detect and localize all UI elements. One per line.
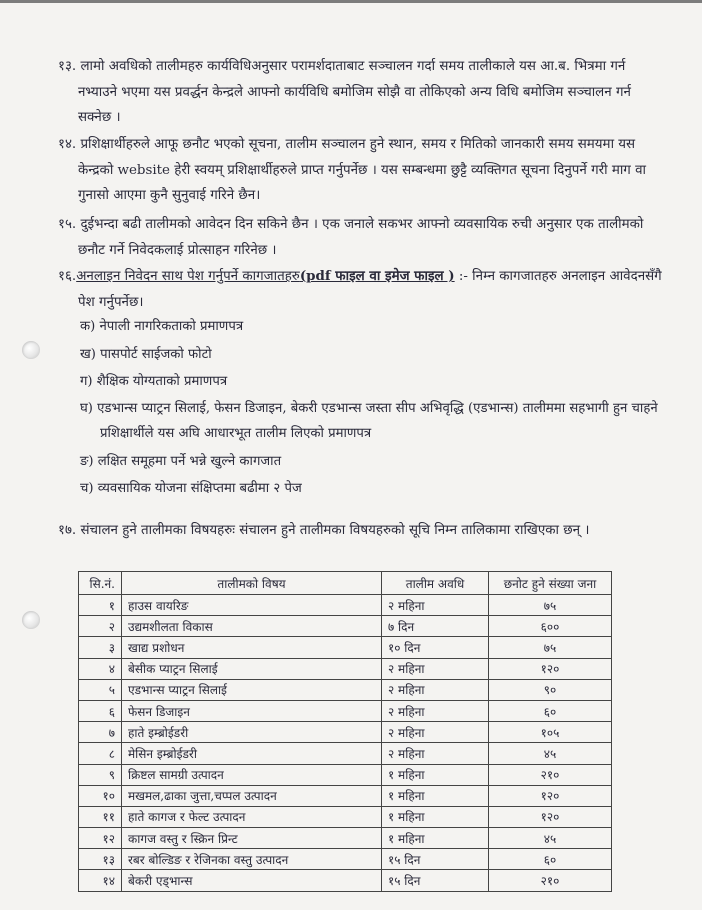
header-count: छनोट हुने संख्या जना	[489, 572, 612, 595]
clause-16-number: १६.	[58, 269, 77, 284]
cell-count: १२०	[489, 806, 612, 827]
cell-subject: हाते कागज र फेल्ट उत्पादन	[122, 806, 382, 827]
cell-sn: ४	[79, 658, 122, 679]
cell-duration: ७ दिन	[382, 616, 489, 637]
cell-duration: २ महिना	[382, 679, 489, 700]
cell-subject: हाउस वायरिङ	[122, 595, 382, 616]
clause-14: १४. प्रशिक्षार्थीहरुले आफू छनौट भएको सूचना, तालीम सञ्चालन हुने स्थान, समय र मितिको जानकारी समय समयमा यस केन्द्रको website हेरी स्वयम् प्रशिक्षार्थीहरुले प्राप्त गर्नुपर्नेछ । यस सम्बन्धमा छुट्टै व्यक्तिगत सूचना दिनुपर्ने गरी माग वा गुनासो आएमा कुनै सुनुवाई गरिने छैन।	[58, 137, 647, 203]
cell-sn: ७	[79, 722, 122, 743]
clause-16	[58, 264, 668, 315]
cell-sn: ३	[79, 637, 122, 658]
doc-item: ङ) लक्षित समूहमा पर्ने भन्ने खुल्ने कागजात	[80, 454, 282, 469]
cell-duration: २ महिना	[382, 595, 489, 616]
table-row	[79, 679, 612, 700]
cell-subject: मेसिन इम्ब्रोईडरी	[122, 743, 382, 764]
table-row	[79, 870, 612, 891]
header-duration: तालीम अवधि	[382, 572, 489, 595]
cell-count: ७५	[489, 595, 612, 616]
clause-16-heading: अनलाइन निवेदन साथ पेश गर्नुपर्ने कागजातहरु	[76, 269, 300, 284]
cell-duration: २ महिना	[382, 722, 489, 743]
cell-count: ४५	[489, 743, 612, 764]
table-header-row	[79, 572, 612, 595]
punch-hole	[22, 341, 40, 359]
table-row	[79, 700, 612, 721]
clause-16-heading-note: (pdf फाइल वा इमेज फाइल )	[299, 268, 455, 284]
cell-sn: ६	[79, 700, 122, 721]
doc-item: घ) एडभान्स प्याट्रन सिलाई, फेसन डिजाइन, बेकरी एडभान्स जस्ता सीप अभिवृद्धि (एडभान्स) तालीममा सहभागी हुन चाहने प्रशिक्षार्थीले यस अघि आधारभूत तालीम लिएको प्रमाणपत्र	[80, 401, 658, 441]
cell-duration: २ महिना	[382, 658, 489, 679]
cell-sn: ८	[79, 743, 122, 764]
cell-subject: मखमल,ढाका जुत्ता,चप्पल उत्पादन	[122, 785, 382, 806]
table-row	[79, 764, 612, 785]
cell-subject: क्रिष्टल सामग्री उत्पादन	[122, 764, 382, 785]
cell-duration: २ महिना	[382, 700, 489, 721]
header-sn: सि.नं.	[79, 572, 122, 595]
cell-duration: १ महिना	[382, 764, 489, 785]
doc-item: क) नेपाली नागरिकताको प्रमाणपत्र	[80, 319, 244, 334]
cell-duration: १ महिना	[382, 806, 489, 827]
cell-count: ९०	[489, 679, 612, 700]
cell-sn: ११	[79, 806, 122, 827]
cell-subject: रबर बोल्डिङ र रेजिनका वस्तु उत्पादन	[122, 849, 382, 870]
cell-count: १२०	[489, 785, 612, 806]
cell-duration: १५ दिन	[382, 870, 489, 891]
cell-count: १२०	[489, 658, 612, 679]
training-table	[78, 571, 612, 892]
cell-sn: १०	[79, 785, 122, 806]
cell-count: ६००	[489, 616, 612, 637]
cell-duration: १५ दिन	[382, 849, 489, 870]
header-subject: तालीमको विषय	[122, 572, 382, 595]
cell-count: ६०	[489, 700, 612, 721]
cell-duration: १ महिना	[382, 828, 489, 849]
table-row	[79, 616, 612, 637]
table-row	[79, 722, 612, 743]
doc-item: च) व्यवसायिक योजना संक्षिप्तमा बढीमा २ पेज	[80, 481, 302, 496]
cell-count: ७५	[489, 637, 612, 658]
cell-sn: १	[79, 595, 122, 616]
cell-count: २१०	[489, 870, 612, 891]
table-row	[79, 806, 612, 827]
table-row	[79, 828, 612, 849]
cell-subject: फेसन डिजाइन	[122, 700, 382, 721]
clause-17: १७. संचालन हुने तालीमका विषयहरुः संचालन हुने तालीमका विषयहरुको सूचि निम्न तालिकामा राखिएका छन् ।	[58, 523, 590, 538]
cell-subject: हाते इम्ब्रोईडरी	[122, 722, 382, 743]
cell-sn: १४	[79, 870, 122, 891]
punch-hole	[22, 611, 40, 629]
cell-count: २१०	[489, 764, 612, 785]
cell-duration: २ महिना	[382, 743, 489, 764]
doc-item: ख) पासपोर्ट साईजको फोटो	[80, 347, 212, 362]
cell-count: ६०	[489, 849, 612, 870]
cell-sn: १३	[79, 849, 122, 870]
cell-count: ४५	[489, 828, 612, 849]
clause-16-tail: :- निम्न कागजातहरु अनलाइन आवेदनसँगै पेश गर्नुपर्नेछ।	[78, 269, 662, 310]
scan-top-edge	[0, 0, 702, 3]
clause-13: १३. लामो अवधिको तालीमहरु कार्यविधिअनुसार परामर्शदाताबाट सञ्चालन गर्दा समय तालीकाले यस आ.ब. भित्रमा गर्न नभ्याउने भएमा यस प्रवर्द्धन केन्द्रले आफ्नो कार्यविधि बमोजिम सोझै वा तोकिएको अन्य विधि बमोजिम सञ्चालन गर्न सक्नेछ ।	[58, 59, 631, 125]
cell-sn: २	[79, 616, 122, 637]
table-row	[79, 785, 612, 806]
clause-15: १५. दुईभन्दा बढी तालीमको आवेदन दिन सकिने छैन । एक जनाले सकभर आफ्नो व्यवसायिक रुची अनुसार एक तालीमको छनौट गर्ने निवेदकलाई प्रोत्साहन गरिनेछ ।	[58, 217, 644, 258]
cell-duration: १० दिन	[382, 637, 489, 658]
cell-duration: १ महिना	[382, 785, 489, 806]
cell-subject: एडभान्स प्याट्रन सिलाई	[122, 679, 382, 700]
cell-subject: बेकरी एड्भान्स	[122, 870, 382, 891]
cell-sn: १२	[79, 828, 122, 849]
cell-subject: उद्यमशीलता विकास	[122, 616, 382, 637]
doc-item: ग) शैक्षिक योग्यताको प्रमाणपत्र	[80, 374, 228, 389]
cell-sn: ५	[79, 679, 122, 700]
table-row	[79, 595, 612, 616]
cell-count: १०५	[489, 722, 612, 743]
table-row	[79, 743, 612, 764]
cell-subject: बेसीक प्याट्रन सिलाई	[122, 658, 382, 679]
table-row	[79, 637, 612, 658]
table-row	[79, 849, 612, 870]
table-row	[79, 658, 612, 679]
cell-sn: ९	[79, 764, 122, 785]
cell-subject: कागज वस्तु र स्क्रिन प्रिन्ट	[122, 828, 382, 849]
cell-subject: खाद्य प्रशोधन	[122, 637, 382, 658]
